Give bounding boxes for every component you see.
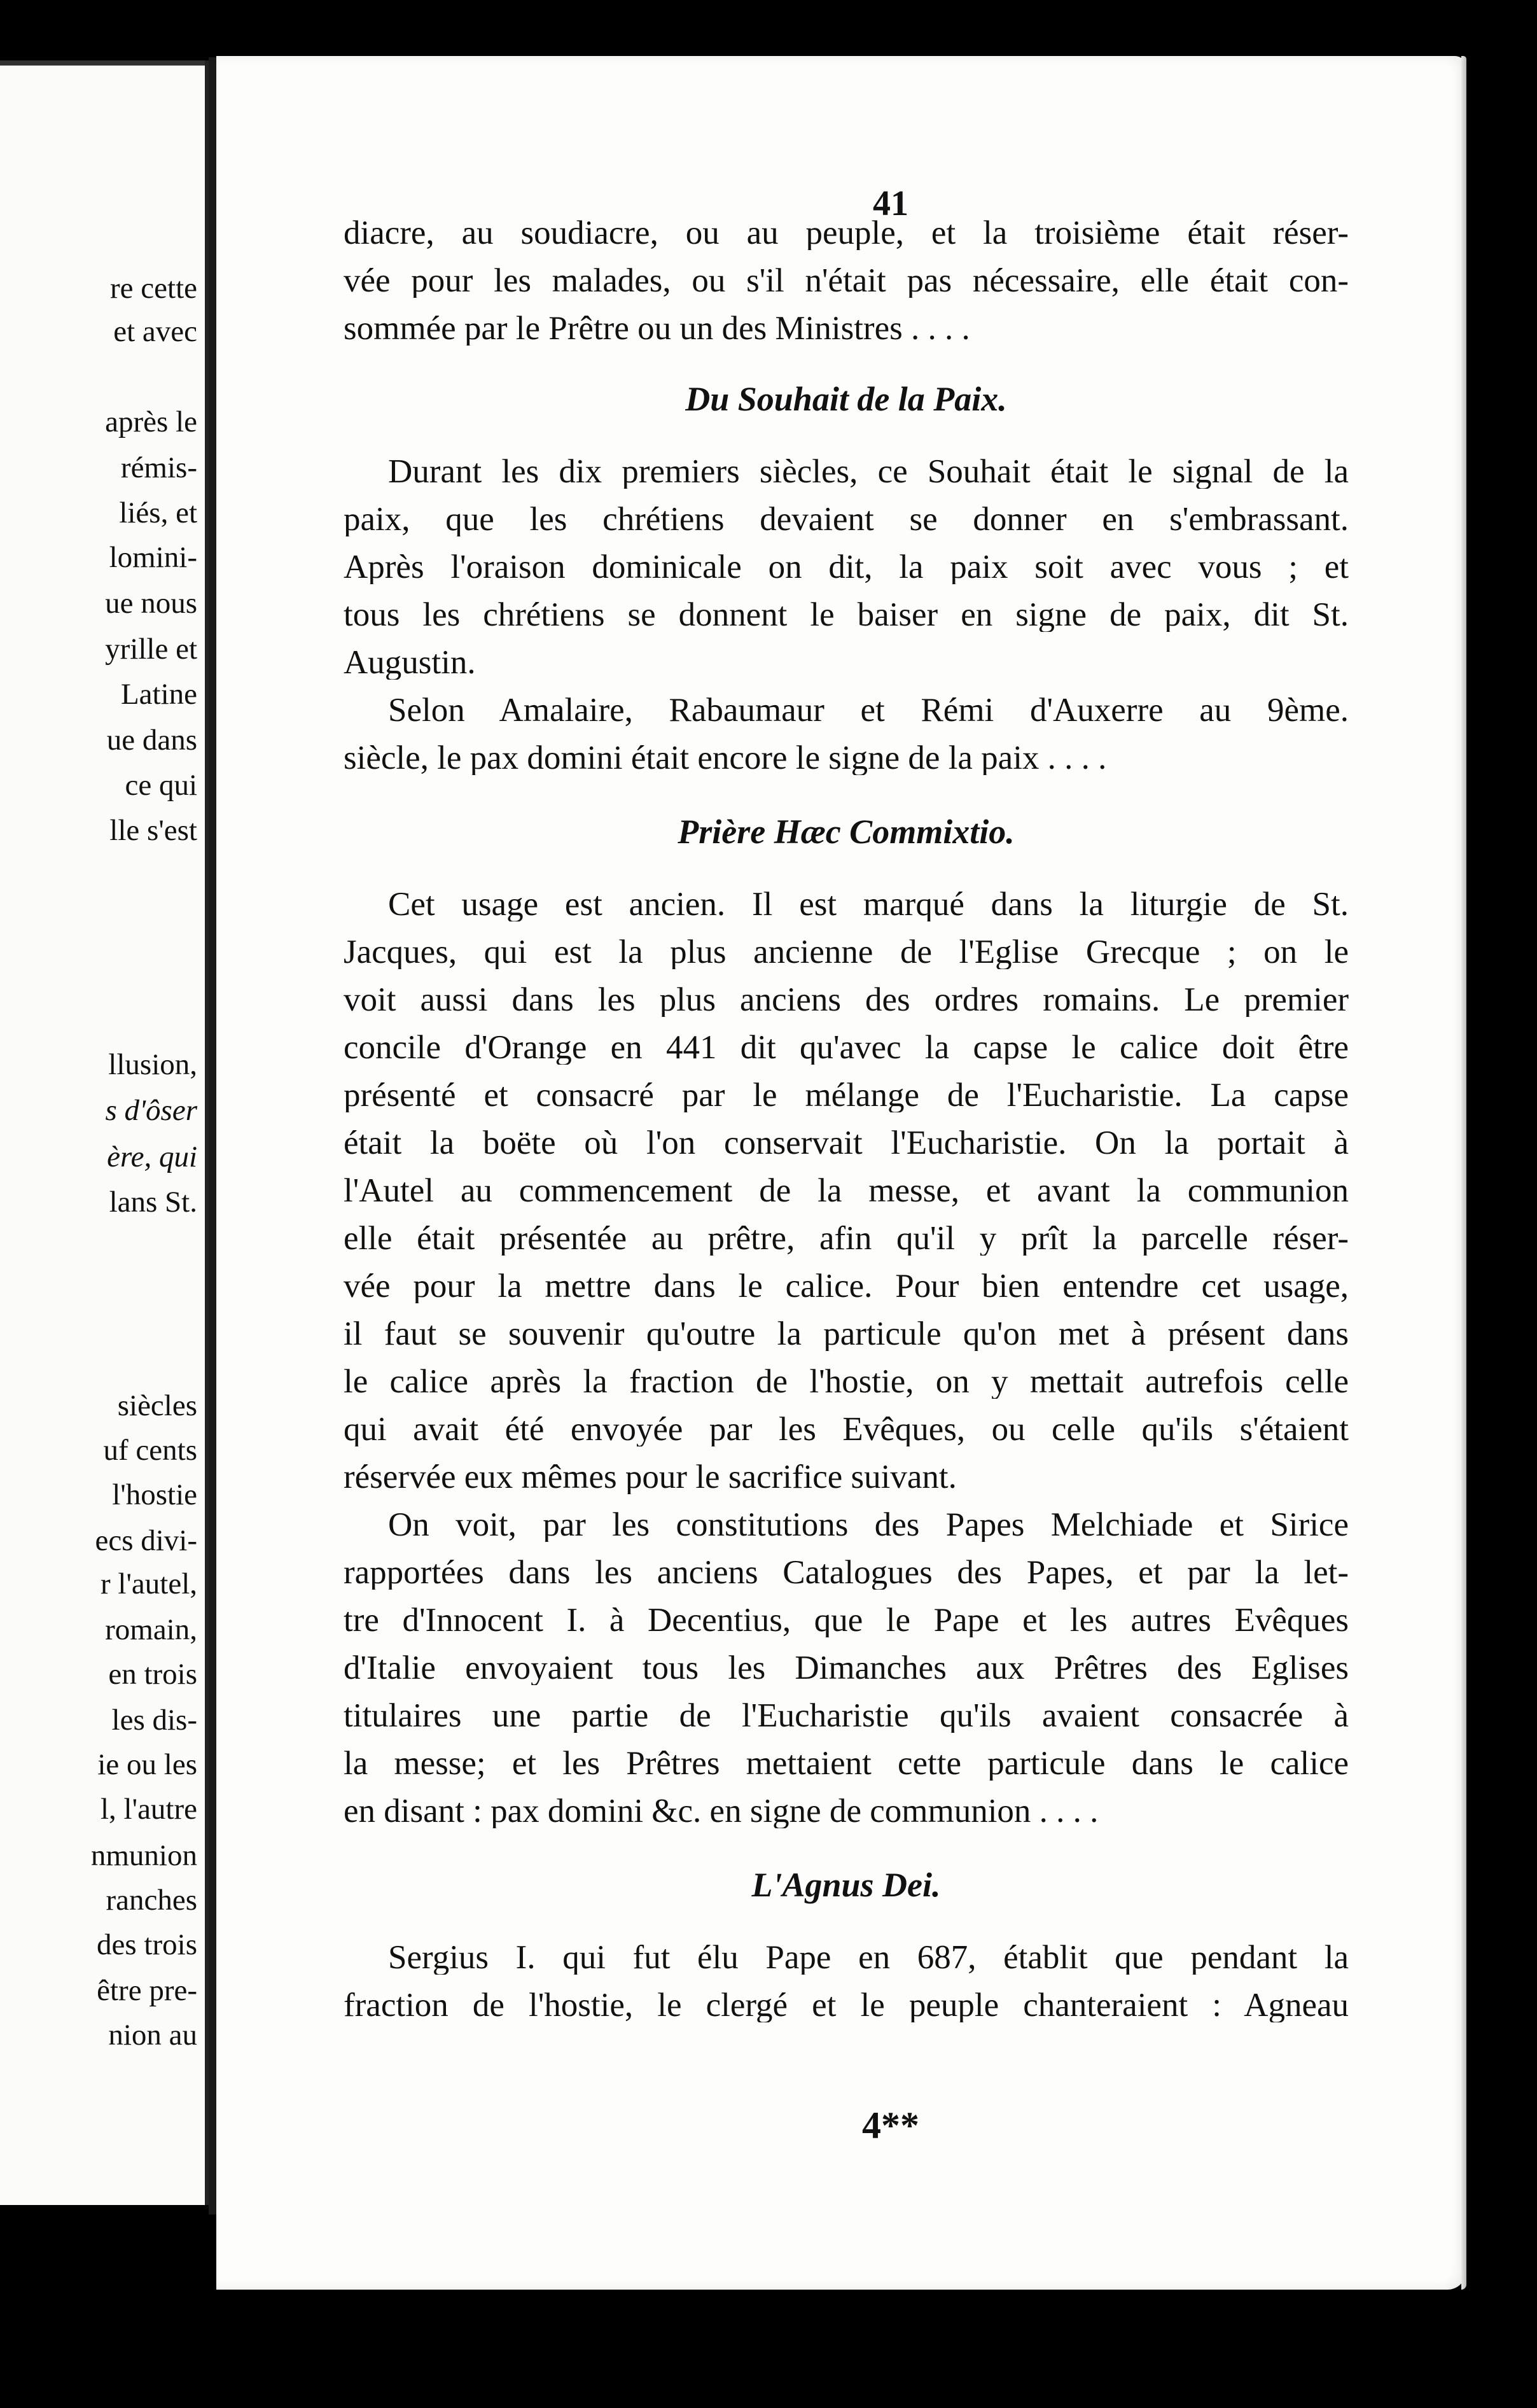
previous-page-line: en trois (108, 1658, 197, 1691)
previous-page-line: après le (105, 405, 197, 438)
text-line: Durant les dix premiers siècles, ce Souhait était le signal de la (388, 455, 1349, 489)
previous-page-line: les dis- (111, 1704, 197, 1737)
previous-page-line: des trois (97, 1928, 197, 1961)
text-line: la messe; et les Prêtres mettaient cette particule dans le calice (344, 1747, 1349, 1781)
section-heading: Du Souhait de la Paix. (685, 380, 1007, 418)
section-heading: Prière Hæc Commixtio. (678, 813, 1015, 851)
text-line: diacre, au soudiacre, ou au peuple, et la troisième était réser- (344, 216, 1349, 250)
text-line: siècle, le pax domini était encore le signe de la paix . . . . (344, 741, 1107, 775)
previous-page-line: l, l'autre (100, 1793, 197, 1826)
previous-page-line: l'hostie (112, 1478, 197, 1511)
text-line: était la boëte où l'on conservait l'Eucharistie. On la portait à (344, 1126, 1349, 1160)
previous-page-line: llusion, (108, 1048, 197, 1081)
previous-page-line: s d'ôser (105, 1094, 197, 1127)
text-line: Cet usage est ancien. Il est marqué dans la liturgie de St. (388, 888, 1349, 921)
text-line: vée pour les malades, ou s'il n'était pas nécessaire, elle était con- (344, 264, 1349, 298)
text-line: en disant : pax domini &c. en signe de communion . . . . (344, 1795, 1099, 1828)
previous-page-line: ère, qui (107, 1140, 197, 1173)
text-line: qui avait été envoyée par les Evêques, ou celle qu'ils s'étaient (344, 1413, 1349, 1446)
previous-page-line: être pre- (97, 1974, 197, 2007)
text-line: réservée eux mêmes pour le sacrifice suivant. (344, 1460, 957, 1494)
previous-page-line: liés, et (119, 496, 197, 529)
text-line: il faut se souvenir qu'outre la particule qu'on met à présent dans (344, 1317, 1349, 1351)
text-line: Augustin. (344, 646, 476, 680)
previous-page-line: lans St. (109, 1186, 197, 1219)
text-line: tre d'Innocent I. à Decentius, que le Pape et les autres Evêques (344, 1604, 1349, 1637)
text-line: paix, que les chrétiens devaient se donner en s'embrassant. (344, 503, 1349, 536)
current-page (216, 56, 1466, 2290)
previous-page-line: rémis- (120, 451, 197, 484)
text-line: Après l'oraison dominicale on dit, la paix soit avec vous ; et (344, 550, 1349, 584)
text-line: On voit, par les constitutions des Papes Melchiade et Sirice (388, 1508, 1349, 1542)
text-line: elle était présentée au prêtre, afin qu'il y prît la parcelle réser- (344, 1222, 1349, 1256)
text-line: rapportées dans les anciens Catalogues des Papes, et par la let- (344, 1556, 1349, 1590)
text-line: titulaires une partie de l'Eucharistie qu'ils avaient consacrée à (344, 1699, 1349, 1733)
page-rule (0, 60, 205, 66)
text-line: l'Autel au commencement de la messe, et avant la communion (344, 1174, 1349, 1208)
section-heading: L'Agnus Dei. (751, 1866, 941, 1904)
page-number: 41 (873, 184, 908, 223)
previous-page-line: yrille et (105, 633, 197, 666)
text-line: sommée par le Prêtre ou un des Ministres . . . . (344, 312, 970, 346)
previous-page-line: ie ou les (97, 1748, 197, 1781)
text-line: Jacques, qui est la plus ancienne de l'Eglise Grecque ; on le (344, 935, 1349, 969)
previous-page-line: nmunion (90, 1839, 197, 1872)
text-line: tous les chrétiens se donnent le baiser en signe de paix, dit St. (344, 598, 1349, 632)
text-line: fraction de l'hostie, le clergé et le peuple chanteraient : Agneau (344, 1989, 1349, 2022)
previous-page-line: lomini- (109, 541, 197, 574)
text-line: Sergius I. qui fut élu Pape en 687, établit que pendant la (388, 1941, 1349, 1975)
text-line: Selon Amalaire, Rabaumaur et Rémi d'Auxerre au 9ème. (388, 694, 1349, 727)
text-line: concile d'Orange en 441 dit qu'avec la capse le calice doit être (344, 1031, 1349, 1065)
previous-page-line: lle s'est (109, 814, 197, 847)
text-line: présenté et consacré par le mélange de l'Eucharistie. La capse (344, 1079, 1349, 1112)
previous-page-line: romain, (105, 1613, 197, 1646)
previous-page-line: ue dans (106, 724, 197, 757)
previous-page-line: ce qui (125, 769, 197, 802)
previous-page-line: re cette (110, 272, 197, 305)
previous-page-line: Latine (120, 678, 197, 711)
text-line: le calice après la fraction de l'hostie, on y mettait autrefois celle (344, 1365, 1349, 1399)
text-line: vée pour la mettre dans le calice. Pour bien entendre cet usage, (344, 1270, 1349, 1303)
signature-mark: 4** (862, 2104, 919, 2146)
text-line: voit aussi dans les plus anciens des ordres romains. Le premier (344, 983, 1349, 1017)
text-line: d'Italie envoyaient tous les Dimanches aux Prêtres des Eglises (344, 1651, 1349, 1685)
previous-page-line: nion au (108, 2019, 197, 2052)
previous-page-line: et avec (113, 315, 197, 348)
page-edge (1461, 56, 1466, 2290)
previous-page-line: ranches (106, 1884, 197, 1917)
previous-page-line: siècles (117, 1389, 197, 1422)
previous-page-line: r l'autel, (100, 1567, 197, 1600)
previous-page-line: ue nous (105, 587, 197, 620)
previous-page-line: ecs divi- (95, 1524, 197, 1557)
previous-page-line: uf cents (103, 1434, 197, 1467)
previous-page (0, 60, 209, 2205)
